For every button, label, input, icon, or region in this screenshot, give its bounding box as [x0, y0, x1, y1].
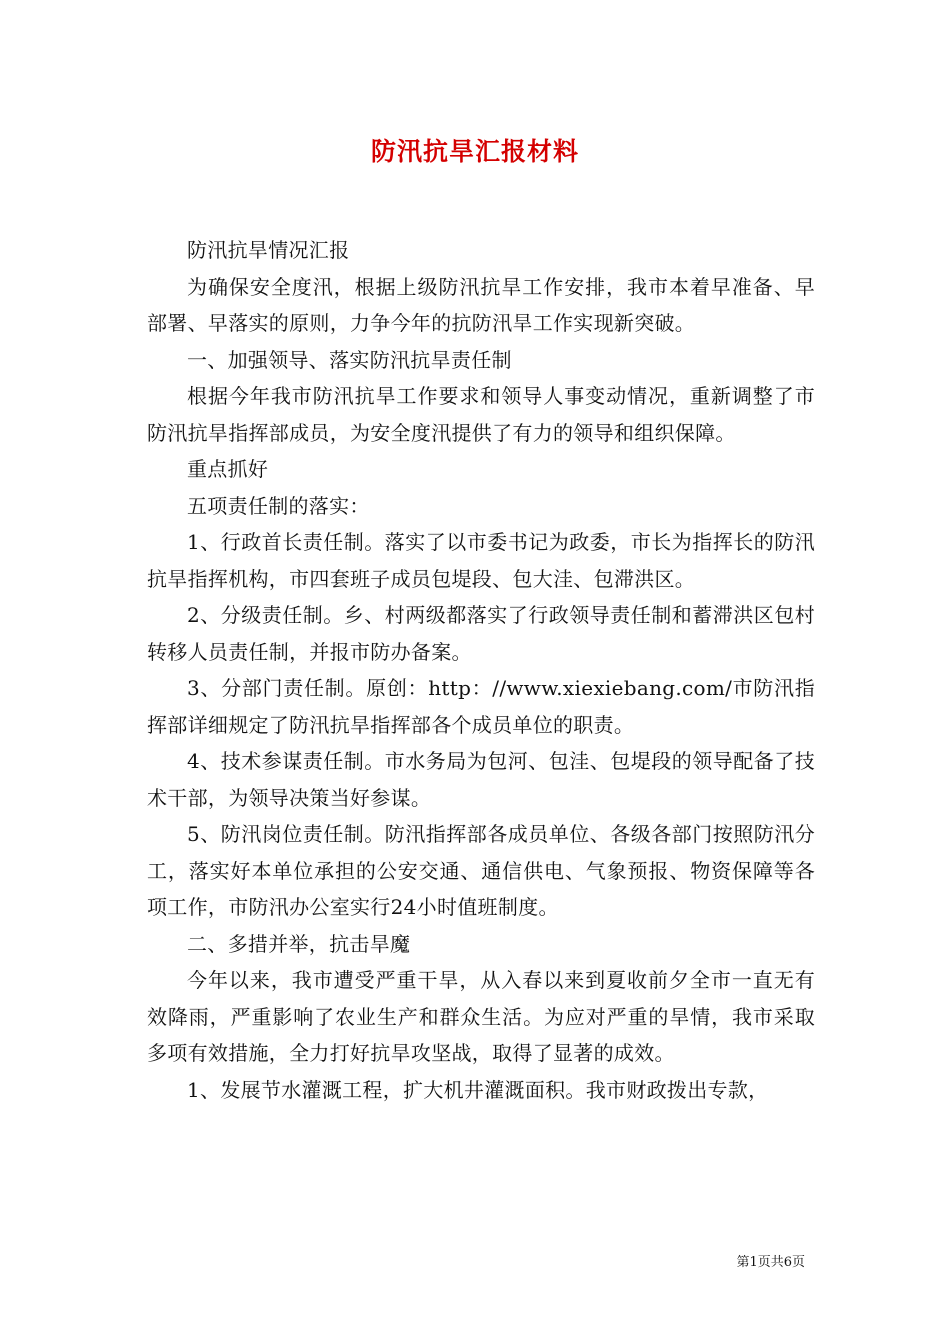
document-title: 防汛抗旱汇报材料	[370, 137, 579, 166]
paragraph: 为确保安全度汛，根据上级防汛抗旱工作安排，我市本着早准备、早部署、早落实的原则，力争今年的抗防汛旱工作实现新突破。	[147, 274, 815, 335]
list-item: 3、分部门责任制。原创：http：//www.xiexiebang.com/市防汛指挥部详细规定了防汛抗旱指挥部各个成员单位的职责。	[147, 676, 815, 737]
paragraph: 重点抓好	[187, 457, 269, 481]
section-heading: 一、加强领导、落实防汛抗旱责任制	[187, 347, 512, 372]
list-item: 2、分级责任制。乡、村两级都落实了行政领导责任制和蓄滞洪区包村转移人员责任制，并报市防办备案。	[147, 603, 815, 664]
list-item: 1、发展节水灌溉工程，扩大机井灌溉面积。我市财政拨出专款，	[187, 1077, 769, 1102]
list-item: 1、行政首长责任制。落实了以市委书记为政委，市长为指挥长的防汛抗旱指挥机构，市四套班子成员包堤段、包大洼、包滞洪区。	[147, 530, 815, 591]
paragraph: 今年以来，我市遭受严重干旱，从入春以来到夏收前夕全市一直无有效降雨，严重影响了农业生产和群众生活。为应对严重的旱情，我市采取多项有效措施，全力打好抗旱攻坚战，取得了显著的成效。	[147, 968, 815, 1065]
paragraph: 根据今年我市防汛抗旱工作要求和领导人事变动情况，重新调整了市防汛抗旱指挥部成员，为安全度汛提供了有力的领导和组织保障。	[147, 384, 815, 445]
paragraph: 防汛抗旱情况汇报	[187, 238, 350, 262]
paragraph: 五项责任制的落实：	[187, 493, 370, 518]
section-heading: 二、多措并举，抗击旱魔	[187, 931, 411, 956]
list-item: 5、防汛岗位责任制。防汛指挥部各成员单位、各级各部门按照防汛分工，落实好本单位承担的公安交通、通信供电、气象预报、物资保障等各项工作，市防汛办公室实行24小时值班制度。	[147, 822, 815, 919]
list-item: 4、技术参谋责任制。市水务局为包河、包洼、包堤段的领导配备了技术干部，为领导决策当好参谋。	[147, 749, 815, 810]
page-number: 第1页共6页	[736, 1255, 805, 1270]
document-body	[147, 232, 815, 1108]
